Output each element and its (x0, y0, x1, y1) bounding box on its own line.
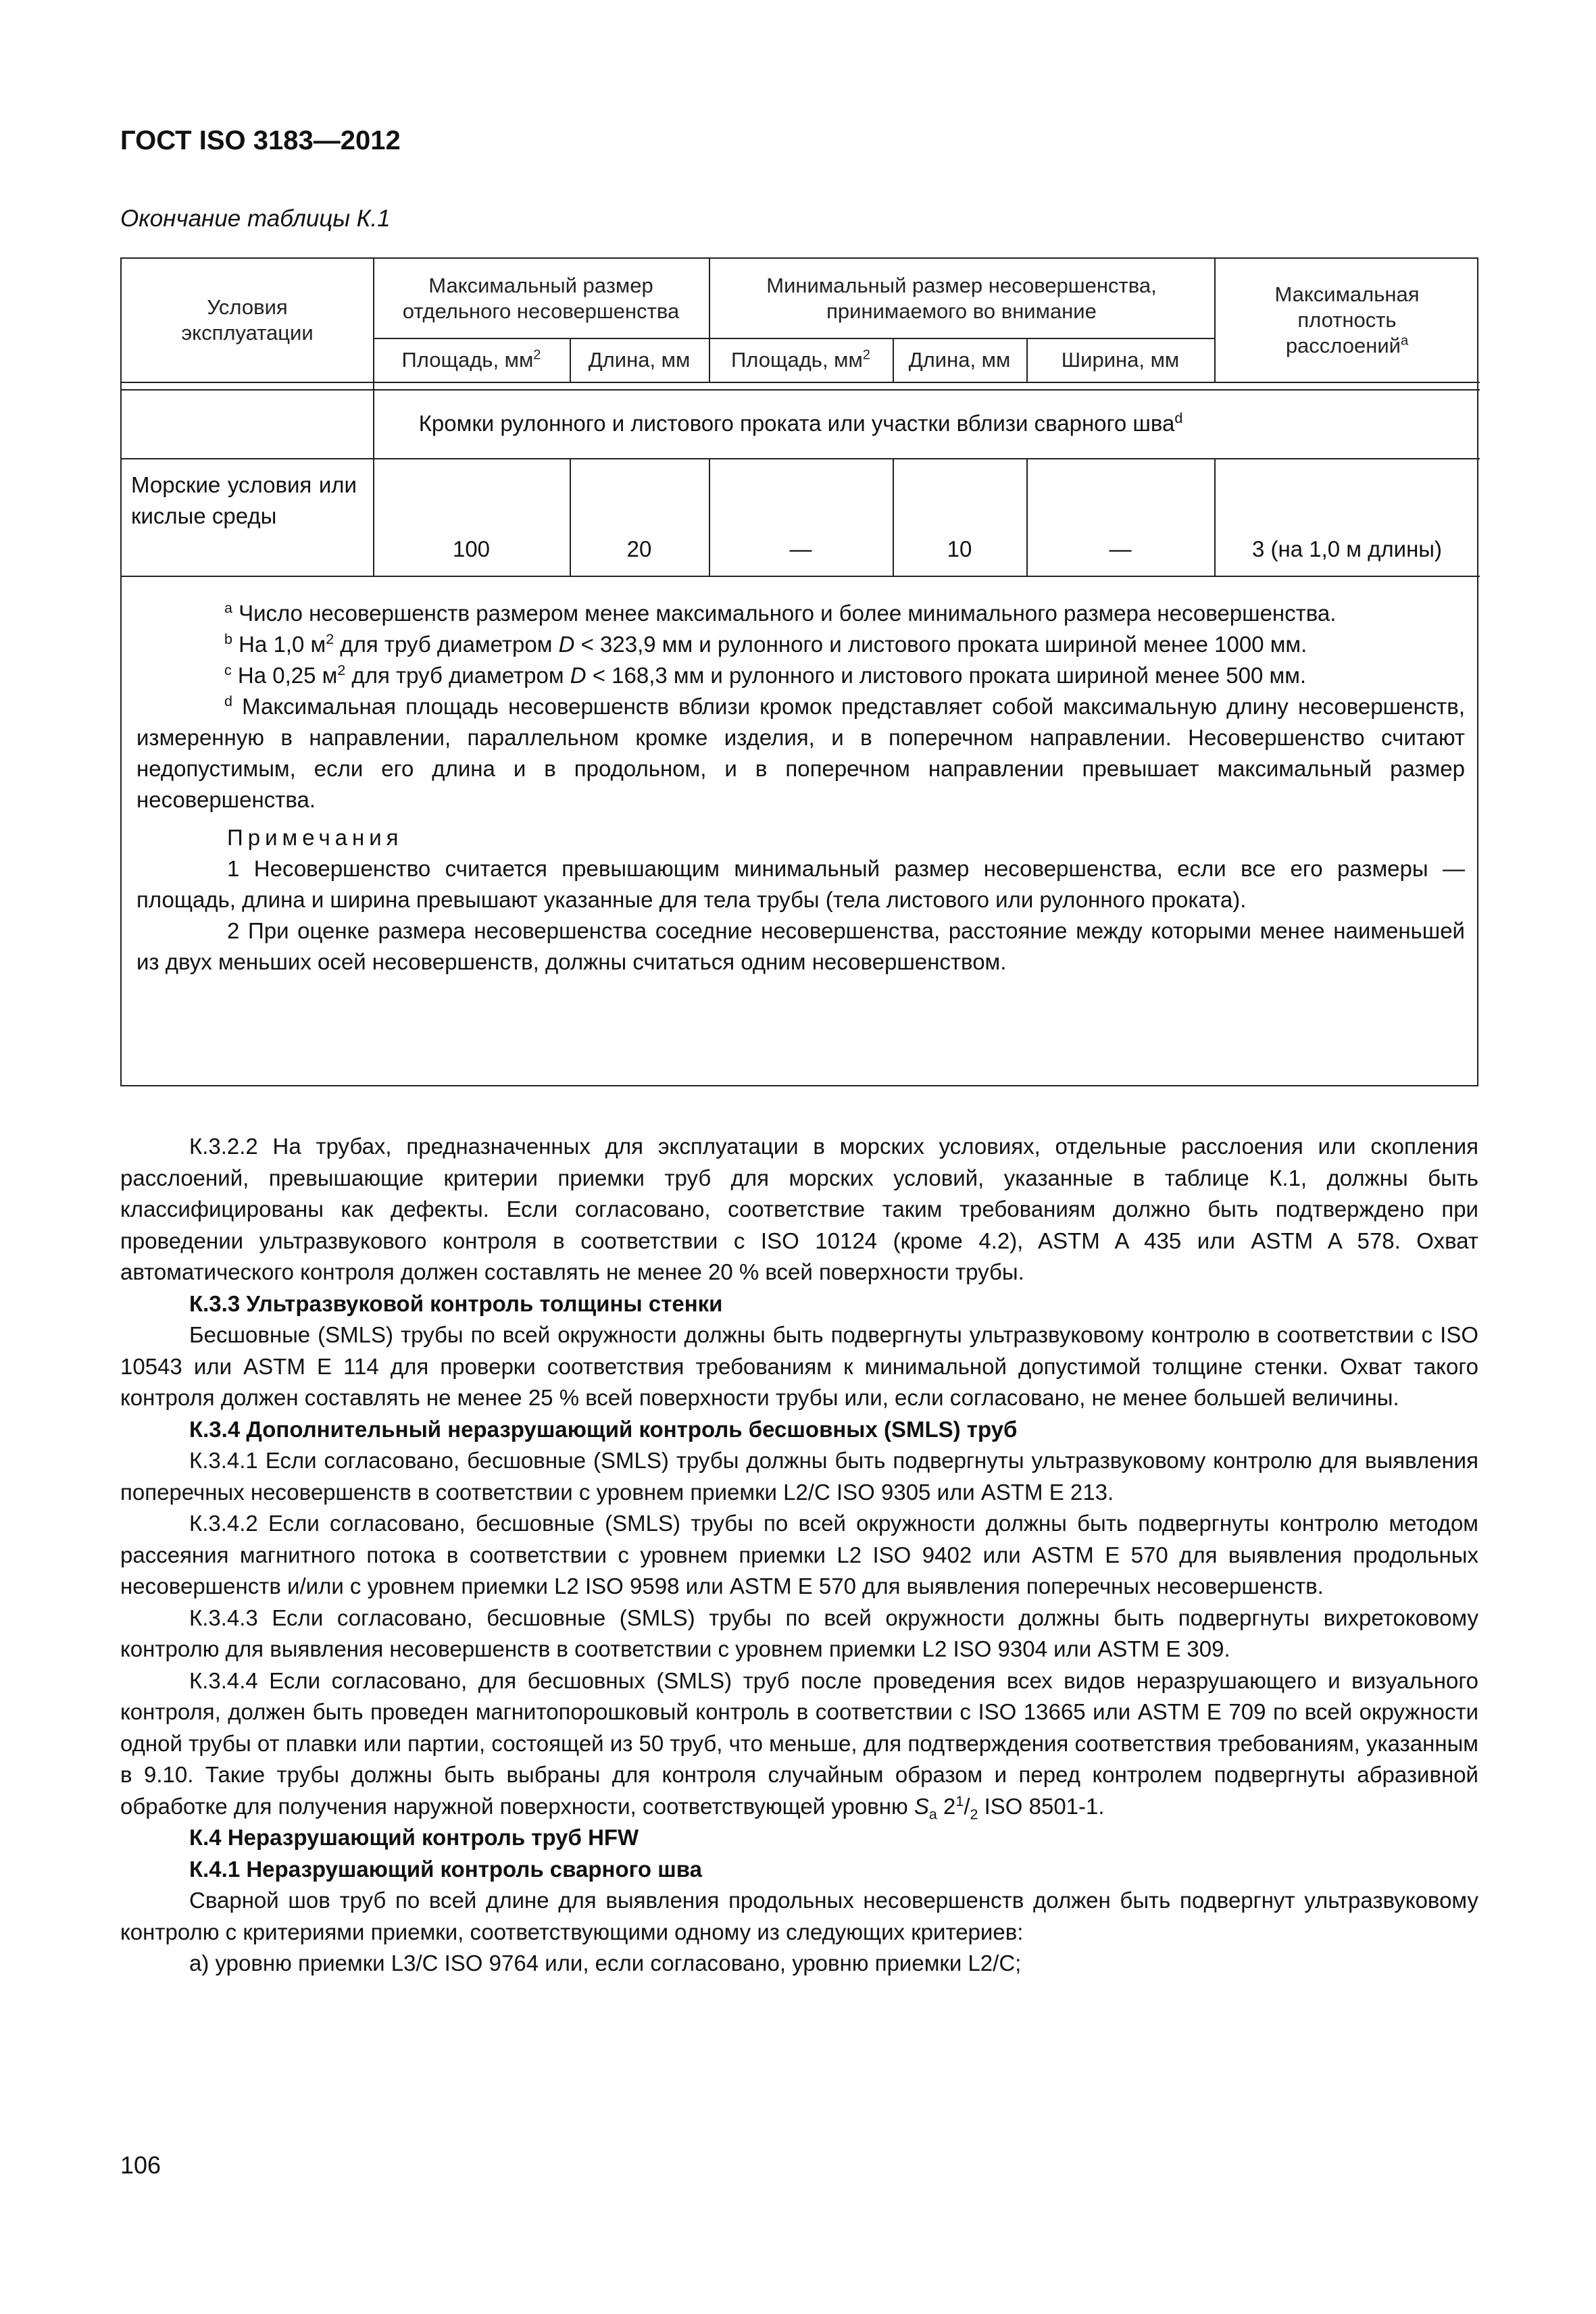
subheader-area: Площадь, $мм^2$ (401, 347, 541, 372)
remarks-title: Примечания (227, 825, 403, 850)
body-text (120, 1131, 1478, 1980)
row-condition: Морские условия или кислые среды (131, 472, 357, 528)
heading-k41: К.4.1 Неразрушающий контроль сварного шва (189, 1856, 702, 1882)
cell-min-length: 10 (947, 536, 972, 561)
cell-density: 3 (на 1,0 м длины) (1251, 536, 1443, 561)
table-rule (122, 382, 1480, 383)
subheader-length: Длина, мм (588, 347, 691, 372)
subheader-width: Ширина, мм (1061, 347, 1180, 372)
footnote-a: $^a$ Число несовершенств размером менее максимального и более минимального размера несовершенства. (224, 600, 1337, 626)
list-item-a: а) уровню приемки L3/C ISO 9764 или, если согласовано, уровню приемки L2/C; (189, 1951, 1022, 1976)
paragraph-k341: К.3.4.1 Если согласовано, бесшовные (SMLS) трубы должны быть подвергнуты ультразвуковому контролю для выявления поперечных несовершенств в соответствии с уровнем приемки L2/C ISO 9305 или ASTM E 213. (120, 1448, 1478, 1505)
footnote-c: $^c$ На 0,25 $м^2$ для труб диаметром D < 168,3 мм и рулонного и листового проката шириной менее 500 мм. (224, 662, 1307, 688)
subheader-area: Площадь, $мм^2$ (731, 347, 870, 372)
page-number: 106 (120, 2151, 161, 2179)
paragraph-k343: К.3.4.3 Если согласовано, бесшовные (SMLS) трубы по всей окружности должны быть подвергнуты вихретоковому контролю для выявления несовершенств в соответствии с уровнем приемки L2 ISO 9304 или ASTM E 309. (120, 1605, 1478, 1661)
col-header-conditions: Условия эксплуатации (181, 295, 314, 345)
table-k1 (120, 257, 1478, 1086)
remark-2: 2 При оценке размера несовершенства соседние несовершенства, расстояние между которыми менее наименьшей из двух меньших осей несовершенств, должны считаться одним несовершенством. (136, 918, 1465, 974)
table-footnotes (122, 598, 1480, 978)
paragraph-k322: К.3.2.2 На трубах, предназначенных для эксплуатации в морских условиях, отдельные расслоения или скопления расслоений, превышающие критерии приемки труб для морских условий, указанные в таблице К.1, должны быть классифицированы как дефекты. Если согласовано, соответствие таким требованиям должно быть подтверждено при проведении ультразвукового контроля в соответствии с ISO 10124 (кроме 4.2), ASTM A 435 или ASTM A 578. Охват автоматического контроля должен составлять не менее 20 % всей поверхности трубы. (120, 1134, 1478, 1284)
paragraph-k344: К.3.4.4 Если согласовано, для бесшовных (SMLS) труб после проведения всех видов неразрушающего и визуального контроля, должен быть проведен магнитопорошковый контроль в соответствии с ISO 13665 или ASTM E 709 по всей окружности одной трубы от плавки или партии, состоящей из 50 труб, что меньше, для подтверждения соответствия требованиям, указанным в 9.10. Такие трубы должны быть выбраны для контроля случайным образом и перед контролем подвергнуты абразивной обработке для получения наружной поверхности, соответствующей уровню $S_a$ $2^1/_2$ ISO 8501-1. (120, 1667, 1479, 1823)
col-header-min-size: Минимальный размер несовершенства, принимаемого во внимание (766, 273, 1157, 323)
subheader-length: Длина, мм (908, 347, 1011, 372)
col-header-max-size: Максимальный размер отдельного несовершенства (402, 273, 680, 323)
heading-k34: К.3.4 Дополнительный неразрушающий контроль бесшовных (SMLS) труб (189, 1416, 1018, 1442)
paragraph-k342: К.3.4.2 Если согласовано, бесшовные (SMLS) трубы по всей окружности должны быть подвергнуты контролю методом рассеяния магнитного потока в соответствии с уровнем приемки L2 ISO 9402 или ASTM E 570 для выявления продольных несовершенств и/или с уровнем приемки L2 ISO 9598 или ASTM E 570 для выявления поперечных несовершенств. (120, 1511, 1478, 1599)
heading-k4: К.4 Неразрушающий контроль труб HFW (189, 1825, 639, 1850)
col-header-max-density: Максимальная плотность расслоений$^a$ (1274, 282, 1420, 357)
footnote-b: $^b$ На 1,0 $м^2$ для труб диаметром D < 323,9 мм и рулонного и листового проката шириной менее 1000 мм. (224, 631, 1307, 657)
paragraph-k41: Сварной шов труб по всей длине для выявления продольных несовершенств должен быть подвергнут ультразвуковому контролю с критериями приемки, соответствующими одному из следующих критериев: (120, 1888, 1478, 1944)
cell-max-area: 100 (452, 536, 491, 561)
footnote-d: $^d$ Максимальная площадь несовершенств вблизи кромок представляет собой максимальную длину несовершенств, измеренную в направлении, параллельном кромке изделия, и в поперечном направлении. Несовершенство считают недопустимым, если его длина и в продольном, и в поперечном направлении превышает максимальный размер несовершенства. (136, 693, 1465, 812)
table-section-title: Кромки рулонного и листового проката или участки вблизи сварного шва$^d$ (418, 410, 1183, 436)
table-caption: Окончание таблицы К.1 (120, 205, 391, 232)
table-rule (122, 576, 1480, 577)
remark-1: 1 Несовершенство считается превышающим минимальный размер несовершенства, если все его размеры — площадь, длина и ширина превышают указанные для тела трубы (тела листового или рулонного проката). (136, 856, 1465, 912)
cell-min-width: — (1109, 536, 1132, 561)
paragraph-k33: Бесшовные (SMLS) трубы по всей окружности должны быть подвергнуты ультразвуковому контролю в соответствии с ISO 10543 или ASTM E 114 для проверки соответствия требованиям к минимальной допустимой толщине стенки. Охват такого контроля должен составлять не менее 25 % всей поверхности трубы или, если согласовано, не менее большей величины. (120, 1322, 1478, 1410)
cell-min-area: — (789, 536, 812, 561)
document-id: ГОСТ ISO 3183—2012 (120, 126, 401, 155)
table-rule (122, 458, 1480, 459)
cell-max-length: 20 (626, 536, 652, 561)
heading-k33: К.3.3 Ультразвуковой контроль толщины стенки (189, 1290, 723, 1316)
